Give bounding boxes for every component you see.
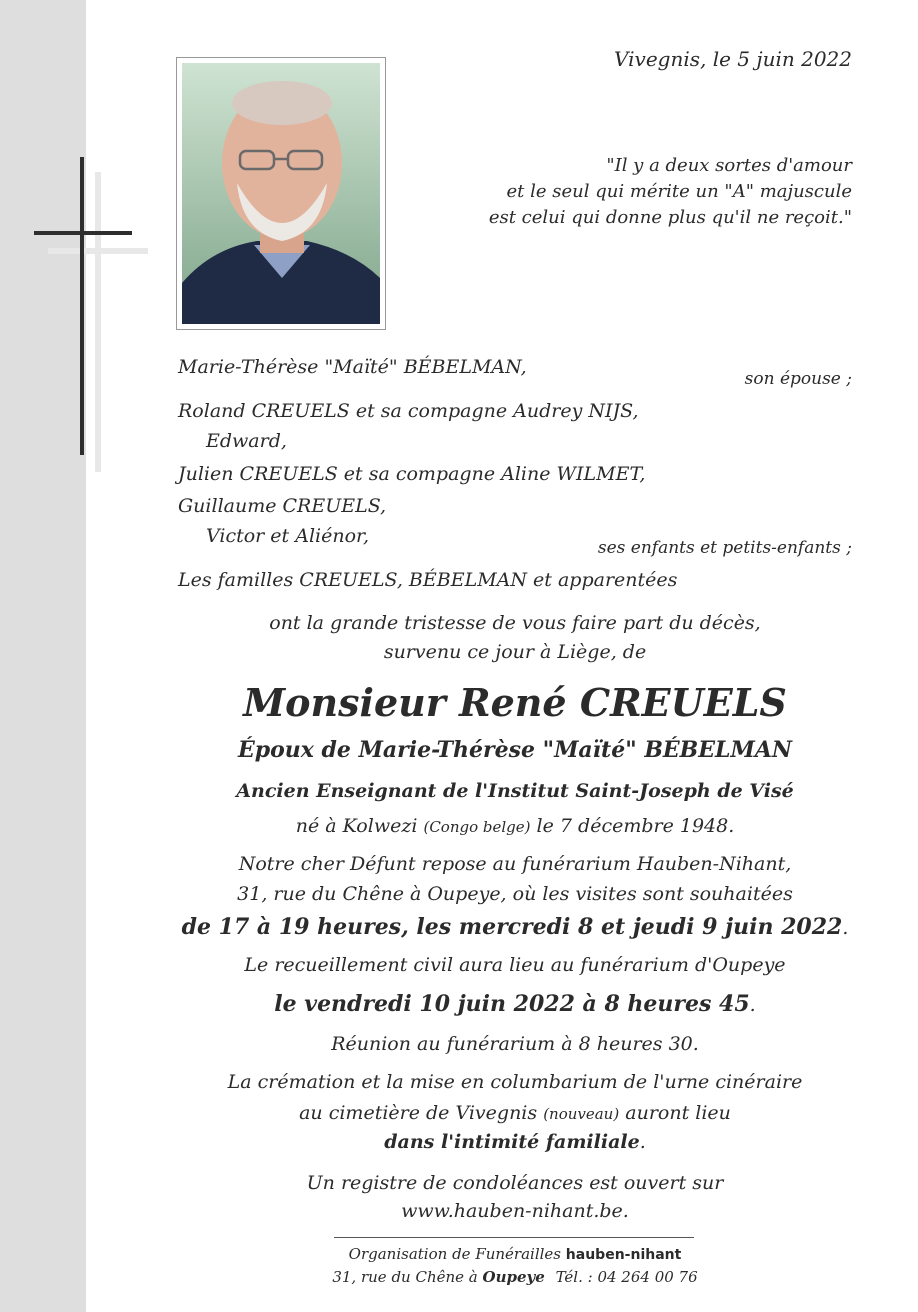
cremation-line-3	[150, 1131, 880, 1153]
cross-icon-horizontal	[34, 231, 132, 235]
birth-prefix: né à Kolwezi	[295, 815, 418, 837]
family-child-1: Roland CREUELS et sa compagne Audrey NIJS,	[178, 400, 639, 422]
rest-line-2: 31, rue du Chêne à Oupeye, où les visites sont souhaitées	[237, 883, 793, 905]
ceremony-date: le vendredi 10 juin 2022 à 8 heures 45	[274, 991, 750, 1017]
footer-phone: Tél. : 04 264 00 76	[555, 1268, 698, 1286]
visits-end: .	[842, 917, 849, 939]
announcement-line-2: survenu ce jour à Liège, de	[383, 641, 647, 663]
visits-line	[150, 914, 880, 940]
birth-place-note: (Congo belge)	[423, 818, 531, 836]
quote-line: est celui qui donne plus qu'il ne reçoit."	[488, 207, 852, 228]
cremation-intimacy: dans l'intimité familiale	[384, 1131, 640, 1153]
letter-date: Vivegnis, le 5 juin 2022	[614, 47, 852, 71]
cross-icon-vertical	[80, 157, 84, 455]
family-child-3: Guillaume CREUELS,	[178, 495, 387, 517]
rest-line-1: Notre cher Défunt repose au funérarium Hauben-Nihant,	[238, 853, 792, 875]
cremation-line-1: La crémation et la mise en columbarium de l'urne cinéraire	[227, 1071, 803, 1093]
family-grandchild-3: Victor et Aliénor,	[206, 525, 370, 547]
deceased-spouse-line: Époux de Marie-Thérèse "Maïté" BÉBELMAN	[237, 737, 793, 763]
footer-org-prefix: Organisation de Funérailles	[348, 1245, 562, 1263]
registry-url[interactable]: www.hauben-nihant.be.	[401, 1200, 629, 1222]
ceremony-end: .	[749, 994, 756, 1016]
family-relatives: Les familles CREUELS, BÉBELMAN et apparentées	[178, 569, 678, 591]
ceremony-date-line	[150, 991, 880, 1017]
visits-hours: de 17 à 19 heures, les mercredi 8 et jeudi 9 juin 2022	[181, 914, 843, 940]
left-sidebar	[0, 0, 86, 1312]
cremation-line-2	[150, 1102, 880, 1124]
relation-children: ses enfants et petits-enfants ;	[597, 538, 852, 558]
cremation-end: .	[639, 1131, 646, 1153]
quote-line: et le seul qui mérite un "A" majuscule	[506, 181, 852, 202]
birth-date: le 7 décembre 1948.	[536, 815, 735, 837]
family-grandchild-1: Edward,	[206, 430, 287, 452]
footer-divider	[334, 1237, 694, 1238]
announcement-line-1: ont la grande tristesse de vous faire part du décès,	[269, 612, 761, 634]
footer-organisation	[300, 1245, 730, 1263]
cremation-place: au cimetière de Vivegnis	[299, 1102, 538, 1124]
footer-address-prefix: 31, rue du Chêne à	[332, 1268, 478, 1286]
cremation-when: auront lieu	[625, 1102, 731, 1124]
footer-brand: hauben-nihant	[565, 1247, 682, 1263]
ceremony-intro: Le recueillement civil aura lieu au funérarium d'Oupeye	[244, 954, 786, 976]
deceased-birth	[150, 815, 880, 837]
footer-town: Oupeye	[482, 1268, 545, 1286]
epigraph-quote	[489, 153, 852, 231]
quote-line: "Il y a deux sortes d'amour	[606, 155, 852, 176]
registry-line-1: Un registre de condoléances est ouvert sur	[306, 1172, 724, 1194]
footer-address	[300, 1268, 730, 1286]
portrait-photo	[182, 63, 380, 324]
meeting-line: Réunion au funérarium à 8 heures 30.	[331, 1033, 699, 1055]
relation-spouse: son épouse ;	[744, 369, 852, 389]
family-child-2: Julien CREUELS et sa compagne Aline WILMET,	[178, 463, 646, 485]
deceased-occupation: Ancien Enseignant de l'Institut Saint-Joseph de Visé	[236, 780, 794, 802]
family-spouse: Marie-Thérèse "Maïté" BÉBELMAN,	[178, 356, 527, 378]
cross-shadow-horizontal	[48, 248, 148, 254]
cremation-note: (nouveau)	[543, 1105, 620, 1123]
deceased-name: Monsieur René CREUELS	[243, 680, 787, 725]
cross-shadow-vertical	[95, 172, 101, 472]
portrait-photo-frame	[176, 57, 386, 330]
